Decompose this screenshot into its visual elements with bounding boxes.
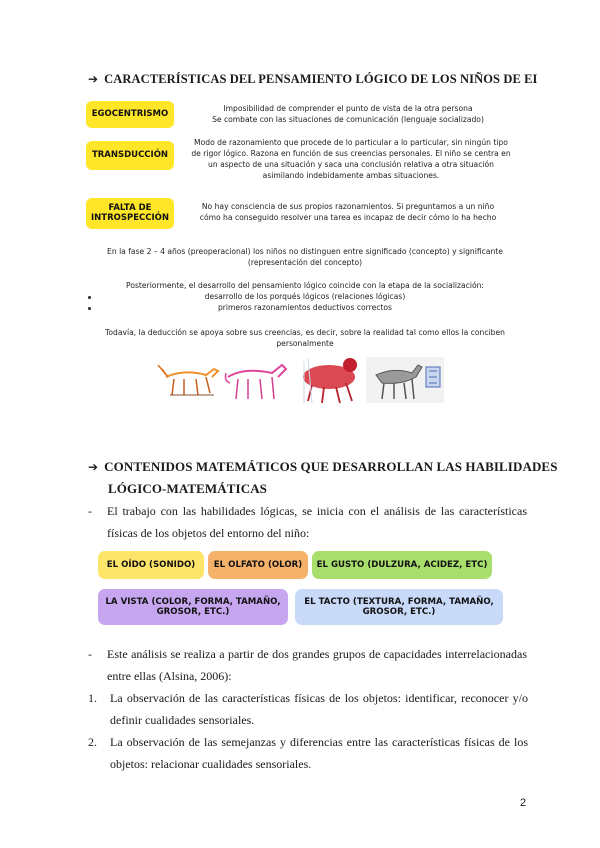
drawing-orange-animal [158, 365, 218, 395]
para-line: entre ellas (Alsina, 2006): [107, 669, 232, 683]
tag-label: INTROSPECCIÓN [91, 212, 169, 223]
arrow-icon: ➔ [88, 72, 99, 86]
later-intro [85, 280, 525, 313]
sense-label: EL OÍDO (SONIDO) [106, 559, 196, 570]
desc-line: cómo ha conseguido resolver una tarea es incapaz de decir cómo lo ha hecho [199, 213, 497, 222]
para2 [107, 643, 527, 687]
drawing-gray-animal [366, 357, 444, 403]
sense-gusto [312, 551, 492, 579]
list-number: 1. [88, 691, 97, 705]
tag-egocentrismo [86, 101, 174, 128]
children-drawings-image [154, 355, 446, 405]
list-line: objetos: relacionar cualidades sensoriales. [110, 757, 312, 771]
sense-tacto [295, 589, 503, 625]
desc-line: Modo de razonamiento que procede de lo particular a lo particular, sin ningún tipo [194, 138, 508, 147]
desc-line: Se combate con las situaciones de comunicación (lenguaje socializado) [212, 115, 484, 124]
desc-line: de rigor lógico. Razona en función de sus creencias personales. El niño se centra en [191, 149, 511, 158]
list-number: 2. [88, 735, 97, 749]
phase-text [85, 246, 525, 268]
sense-label: EL TACTO (TEXTURA, FORMA, TAMAÑO, [304, 596, 494, 607]
sense-vista [98, 589, 288, 625]
dash: - [88, 504, 92, 518]
sense-label: EL GUSTO (DULZURA, ACIDEZ, ETC) [316, 559, 488, 570]
tag-label: EGOCENTRISMO [91, 108, 169, 119]
later-intro-text: Posteriormente, el desarrollo del pensamiento lógico coincide con la etapa de la socialización: [126, 281, 484, 290]
tag-falta-introspeccion [86, 198, 174, 229]
drawing-red-animal [303, 358, 357, 403]
desc-falta-introspeccion [178, 201, 518, 223]
section2-heading [88, 456, 558, 500]
tag-label: FALTA DE [108, 202, 152, 213]
dash: - [88, 647, 92, 661]
section1-heading-text: CARACTERÍSTICAS DEL PENSAMIENTO LÓGICO DE LOS NIÑOS DE EI [104, 72, 538, 86]
deduction-text [85, 327, 525, 349]
bullet-dot [88, 296, 91, 299]
para-line: El trabajo con las habilidades lógicas, se inicia con el análisis de las características [107, 504, 527, 518]
desc-transduccion [172, 137, 530, 181]
deduction-line: personalmente [276, 339, 334, 348]
drawing-pink-animal [226, 365, 287, 399]
sense-label: GROSOR, ETC.) [362, 607, 436, 617]
sense-olfato [208, 551, 308, 579]
para-line: Este análisis se realiza a partir de dos grandes grupos de capacidades interrelacionadas [107, 647, 527, 661]
phase-line: En la fase 2 – 4 años (preoperacional) los niños no distinguen entre significado (concepto) y significante [107, 247, 503, 256]
para-line: físicas de los objetos del entorno del niño: [107, 526, 310, 540]
desc-line: No hay consciencia de sus propios razonamientos. Si preguntamos a un niño [201, 202, 495, 211]
list-item-2 [110, 731, 528, 775]
bullet-dot [88, 307, 91, 310]
sense-label: GROSOR, ETC.) [156, 607, 230, 617]
later-bullet: primeros razonamientos deductivos correctos [217, 303, 393, 312]
arrow-icon: ➔ [88, 460, 99, 474]
desc-line: asimilando indebidamente ambas situaciones. [262, 171, 440, 180]
list-line: La observación de las características físicas de los objetos: identificar, reconocer y/o [110, 691, 528, 705]
sense-label: LA VISTA (COLOR, FORMA, TAMAÑO, [105, 596, 281, 607]
list-line: definir cualidades sensoriales. [110, 713, 255, 727]
tag-transduccion [86, 141, 174, 170]
deduction-line: Todavía, la deducción se apoya sobre sus creencias, es decir, sobre la realidad tal como ellos la conciben [105, 328, 505, 337]
phase-line: (representación del concepto) [247, 258, 363, 267]
desc-line: un aspecto de una situación y saca una conclusión relativa a otra situación [208, 160, 494, 169]
desc-egocentrismo [178, 103, 518, 125]
section2-heading-text: LÓGICO-MATEMÁTICAS [108, 481, 268, 496]
list-item-1 [110, 687, 528, 731]
list-line: La observación de las semejanzas y diferencias entre las características físicas de los [110, 735, 528, 749]
sense-label: EL OLFATO (OLOR) [213, 559, 303, 570]
desc-line: Imposibilidad de comprender el punto de vista de la otra persona [223, 104, 473, 113]
section2-heading-text: CONTENIDOS MATEMÁTICOS QUE DESARROLLAN LAS HABILIDADES [104, 459, 558, 474]
para1 [107, 500, 527, 544]
tag-label: TRANSDUCCIÓN [91, 149, 169, 160]
later-bullet: desarrollo de los porqués lógicos (relaciones lógicas) [204, 292, 406, 301]
page-number: 2 [520, 797, 527, 809]
section1-heading [88, 72, 538, 87]
sense-oido [98, 551, 204, 579]
